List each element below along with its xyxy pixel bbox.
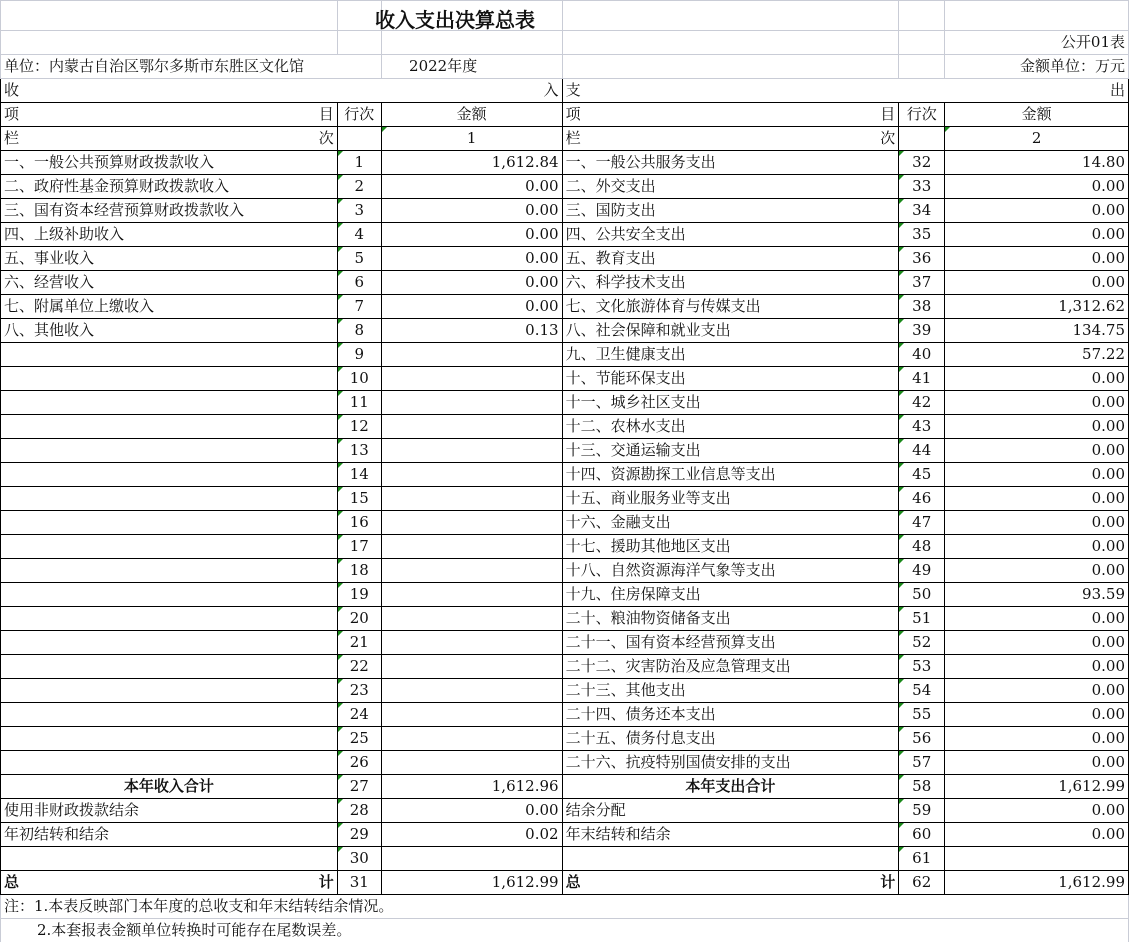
row-number: 56 <box>899 727 945 751</box>
expense-amount[interactable]: 0.00 <box>945 703 1129 727</box>
expense-amount[interactable]: 0.00 <box>945 607 1129 631</box>
table-row <box>1 535 1129 559</box>
table-row <box>1 559 1129 583</box>
row-number: 23 <box>337 679 381 703</box>
expense-amount[interactable]: 1,312.62 <box>945 295 1129 319</box>
expense-item: 年末结转和结余 <box>562 823 899 847</box>
income-amount[interactable] <box>381 415 562 439</box>
row-number: 36 <box>899 247 945 271</box>
row-number: 42 <box>899 391 945 415</box>
grand-total-expense-label: 总 计 <box>562 871 899 895</box>
income-item <box>1 487 338 511</box>
expense-item: 十四、资源勘探工业信息等支出 <box>562 463 899 487</box>
income-amount[interactable]: 0.02 <box>381 823 562 847</box>
year-label: 2022年度 <box>381 55 562 79</box>
income-item <box>1 343 338 367</box>
expense-item: 本年支出合计 <box>562 775 899 799</box>
income-amount[interactable] <box>381 559 562 583</box>
income-amount[interactable]: 1,612.96 <box>381 775 562 799</box>
row-number: 57 <box>899 751 945 775</box>
expense-amount[interactable]: 0.00 <box>945 655 1129 679</box>
table-row <box>1 175 1129 199</box>
row-number: 51 <box>899 607 945 631</box>
row-number: 30 <box>337 847 381 871</box>
expense-amount[interactable]: 0.00 <box>945 415 1129 439</box>
table-row <box>1 775 1129 799</box>
expense-amount[interactable]: 1,612.99 <box>945 775 1129 799</box>
table-row <box>1 415 1129 439</box>
income-item <box>1 847 338 871</box>
row-number: 44 <box>899 439 945 463</box>
expense-item: 十五、商业服务业等支出 <box>562 487 899 511</box>
table-row <box>1 151 1129 175</box>
income-item <box>1 439 338 463</box>
row-number: 40 <box>899 343 945 367</box>
income-amount[interactable]: 0.00 <box>381 199 562 223</box>
row-number: 58 <box>899 775 945 799</box>
expense-amount[interactable]: 0.00 <box>945 799 1129 823</box>
row-number: 48 <box>899 535 945 559</box>
expense-item: 五、教育支出 <box>562 247 899 271</box>
row-number: 7 <box>337 295 381 319</box>
income-item <box>1 607 338 631</box>
item-header: 项 目 <box>562 103 899 127</box>
income-amount[interactable] <box>381 439 562 463</box>
table-row <box>1 727 1129 751</box>
row-number: 50 <box>899 583 945 607</box>
expense-item: 十六、金融支出 <box>562 511 899 535</box>
income-item: 二、政府性基金预算财政拨款收入 <box>1 175 338 199</box>
table-row <box>1 607 1129 631</box>
expense-amount[interactable]: 0.00 <box>945 439 1129 463</box>
income-amount[interactable] <box>381 655 562 679</box>
expense-amount[interactable]: 0.00 <box>945 223 1129 247</box>
row-number: 10 <box>337 367 381 391</box>
row-number: 32 <box>899 151 945 175</box>
income-amount[interactable] <box>381 367 562 391</box>
income-item <box>1 583 338 607</box>
income-item <box>1 535 338 559</box>
expense-item: 二、外交支出 <box>562 175 899 199</box>
income-item <box>1 415 338 439</box>
page-title: 收入支出决算总表 <box>375 8 535 32</box>
expense-amount[interactable]: 57.22 <box>945 343 1129 367</box>
currency-unit: 金额单位：万元 <box>945 55 1129 79</box>
row-number: 26 <box>337 751 381 775</box>
expense-item: 二十六、抗疫特别国债安排的支出 <box>562 751 899 775</box>
form-number: 公开01表 <box>945 31 1129 55</box>
table-row <box>1 823 1129 847</box>
row-number: 3 <box>337 199 381 223</box>
income-amount[interactable] <box>381 583 562 607</box>
grand-total-income-label: 总 计 <box>1 871 338 895</box>
income-item <box>1 751 338 775</box>
expense-amount[interactable] <box>945 847 1129 871</box>
column-number: 2 <box>945 127 1129 151</box>
income-amount[interactable] <box>381 463 562 487</box>
table-row <box>1 751 1129 775</box>
income-amount[interactable] <box>381 391 562 415</box>
income-item: 使用非财政拨款结余 <box>1 799 338 823</box>
income-item: 五、事业收入 <box>1 247 338 271</box>
row-number: 15 <box>337 487 381 511</box>
table-row <box>1 367 1129 391</box>
income-item: 本年收入合计 <box>1 775 338 799</box>
row-number: 16 <box>337 511 381 535</box>
row-number: 53 <box>899 655 945 679</box>
expense-amount[interactable]: 0.00 <box>945 823 1129 847</box>
row-number: 35 <box>899 223 945 247</box>
expense-item: 十二、农林水支出 <box>562 415 899 439</box>
income-amount[interactable] <box>381 511 562 535</box>
expense-amount[interactable]: 0.00 <box>945 511 1129 535</box>
expense-item: 二十二、灾害防治及应急管理支出 <box>562 655 899 679</box>
row-number: 8 <box>337 319 381 343</box>
income-item: 四、上级补助收入 <box>1 223 338 247</box>
income-amount[interactable] <box>381 727 562 751</box>
amount-cell[interactable]: 1,612.99 <box>381 871 562 895</box>
row-number: 25 <box>337 727 381 751</box>
table-row <box>1 799 1129 823</box>
income-item <box>1 727 338 751</box>
income-item: 八、其他收入 <box>1 319 338 343</box>
column-header: 栏 次 <box>562 127 899 151</box>
table-row <box>1 295 1129 319</box>
table-row <box>1 343 1129 367</box>
row-number: 59 <box>899 799 945 823</box>
income-item <box>1 655 338 679</box>
column-number: 1 <box>381 127 562 151</box>
expense-item: 七、文化旅游体育与传媒支出 <box>562 295 899 319</box>
expense-item: 三、国防支出 <box>562 199 899 223</box>
table-row <box>1 391 1129 415</box>
table-row <box>1 679 1129 703</box>
expense-amount[interactable]: 0.00 <box>945 271 1129 295</box>
expense-amount[interactable]: 0.00 <box>945 679 1129 703</box>
table-row <box>1 847 1129 871</box>
row-number: 39 <box>899 319 945 343</box>
row-number: 28 <box>337 799 381 823</box>
income-amount[interactable] <box>381 703 562 727</box>
expense-item: 二十、粮油物资储备支出 <box>562 607 899 631</box>
row-number: 43 <box>899 415 945 439</box>
row-number: 21 <box>337 631 381 655</box>
row-number: 45 <box>899 463 945 487</box>
expense-amount[interactable]: 0.00 <box>945 631 1129 655</box>
income-amount[interactable]: 0.00 <box>381 175 562 199</box>
expense-amount[interactable]: 0.00 <box>945 487 1129 511</box>
row-number: 49 <box>899 559 945 583</box>
table-row <box>1 511 1129 535</box>
income-item <box>1 391 338 415</box>
income-amount[interactable]: 0.00 <box>381 799 562 823</box>
expense-item: 四、公共安全支出 <box>562 223 899 247</box>
expense-amount[interactable]: 14.80 <box>945 151 1129 175</box>
table-row <box>1 247 1129 271</box>
row-number: 4 <box>337 223 381 247</box>
row-number: 14 <box>337 463 381 487</box>
column-header: 栏 次 <box>1 127 338 151</box>
expense-amount[interactable]: 0.00 <box>945 559 1129 583</box>
income-item: 一、一般公共预算财政拨款收入 <box>1 151 338 175</box>
expense-amount[interactable]: 0.00 <box>945 175 1129 199</box>
expense-item: 结余分配 <box>562 799 899 823</box>
row-no-header: 行次 <box>899 103 945 127</box>
income-amount[interactable] <box>381 679 562 703</box>
expense-item: 十七、援助其他地区支出 <box>562 535 899 559</box>
expense-item: 十、节能环保支出 <box>562 367 899 391</box>
table-row <box>1 271 1129 295</box>
expense-item: 十一、城乡社区支出 <box>562 391 899 415</box>
expense-header: 支 出 <box>562 79 1128 103</box>
table-row <box>1 439 1129 463</box>
row-number: 27 <box>337 775 381 799</box>
table-row <box>1 487 1129 511</box>
expense-item: 二十五、债务付息支出 <box>562 727 899 751</box>
item-header: 项 目 <box>1 103 338 127</box>
expense-amount[interactable]: 134.75 <box>945 319 1129 343</box>
row-number: 5 <box>337 247 381 271</box>
row-number: 11 <box>337 391 381 415</box>
table-row <box>1 463 1129 487</box>
income-amount[interactable]: 0.00 <box>381 247 562 271</box>
expense-amount[interactable]: 0.00 <box>945 727 1129 751</box>
row-number: 22 <box>337 655 381 679</box>
row-number: 12 <box>337 415 381 439</box>
income-item <box>1 511 338 535</box>
income-item <box>1 367 338 391</box>
row-number: 61 <box>899 847 945 871</box>
row-number: 46 <box>899 487 945 511</box>
table-row <box>1 319 1129 343</box>
expense-amount[interactable]: 0.00 <box>945 199 1129 223</box>
row-number: 31 <box>337 871 381 895</box>
income-amount[interactable] <box>381 607 562 631</box>
income-amount[interactable] <box>381 751 562 775</box>
row-number: 34 <box>899 199 945 223</box>
table-row <box>1 199 1129 223</box>
expense-amount[interactable]: 0.00 <box>945 391 1129 415</box>
row-number: 47 <box>899 511 945 535</box>
income-item: 三、国有资本经营预算财政拨款收入 <box>1 199 338 223</box>
income-amount[interactable]: 0.00 <box>381 295 562 319</box>
row-number: 18 <box>337 559 381 583</box>
note-2: 2.本套报表金额单位转换时可能存在尾数误差。 <box>1 919 1129 942</box>
income-amount[interactable] <box>381 847 562 871</box>
income-item <box>1 559 338 583</box>
expense-amount[interactable]: 0.00 <box>945 535 1129 559</box>
income-amount[interactable] <box>381 631 562 655</box>
row-number: 52 <box>899 631 945 655</box>
row-number: 13 <box>337 439 381 463</box>
row-number: 1 <box>337 151 381 175</box>
income-item <box>1 703 338 727</box>
expense-item: 六、科学技术支出 <box>562 271 899 295</box>
table-row <box>1 703 1129 727</box>
table-row <box>1 223 1129 247</box>
row-number: 9 <box>337 343 381 367</box>
income-amount[interactable]: 0.00 <box>381 271 562 295</box>
amount-header: 金额 <box>945 103 1129 127</box>
row-number: 62 <box>899 871 945 895</box>
income-amount[interactable] <box>381 343 562 367</box>
expense-item: 一、一般公共服务支出 <box>562 151 899 175</box>
expense-item: 二十三、其他支出 <box>562 679 899 703</box>
income-item <box>1 631 338 655</box>
row-number: 55 <box>899 703 945 727</box>
income-item: 七、附属单位上缴收入 <box>1 295 338 319</box>
income-item: 年初结转和结余 <box>1 823 338 847</box>
expense-amount[interactable]: 0.00 <box>945 367 1129 391</box>
expense-amount[interactable]: 93.59 <box>945 583 1129 607</box>
expense-item: 十三、交通运输支出 <box>562 439 899 463</box>
income-amount[interactable] <box>381 487 562 511</box>
income-amount[interactable]: 1,612.84 <box>381 151 562 175</box>
income-amount[interactable] <box>381 535 562 559</box>
income-item <box>1 463 338 487</box>
amount-cell[interactable]: 1,612.99 <box>945 871 1129 895</box>
row-number: 54 <box>899 679 945 703</box>
unit-label: 单位：内蒙古自治区鄂尔多斯市东胜区文化馆 <box>1 55 382 79</box>
row-number: 60 <box>899 823 945 847</box>
row-number: 20 <box>337 607 381 631</box>
expense-amount[interactable]: 0.00 <box>945 751 1129 775</box>
expense-item: 二十四、债务还本支出 <box>562 703 899 727</box>
row-number: 19 <box>337 583 381 607</box>
income-amount[interactable]: 0.13 <box>381 319 562 343</box>
table-row <box>1 631 1129 655</box>
expense-item: 十九、住房保障支出 <box>562 583 899 607</box>
expense-item: 二十一、国有资本经营预算支出 <box>562 631 899 655</box>
row-number: 41 <box>899 367 945 391</box>
amount-header: 金额 <box>381 103 562 127</box>
table-row <box>1 583 1129 607</box>
row-number: 17 <box>337 535 381 559</box>
income-amount[interactable]: 0.00 <box>381 223 562 247</box>
row-number: 33 <box>899 175 945 199</box>
expense-amount[interactable]: 0.00 <box>945 463 1129 487</box>
table-row <box>1 655 1129 679</box>
income-header: 收 入 <box>1 79 563 103</box>
row-no-header: 行次 <box>337 103 381 127</box>
income-item <box>1 679 338 703</box>
row-number: 6 <box>337 271 381 295</box>
expense-amount[interactable]: 0.00 <box>945 247 1129 271</box>
expense-item: 九、卫生健康支出 <box>562 343 899 367</box>
expense-item <box>562 847 899 871</box>
row-number: 24 <box>337 703 381 727</box>
row-number: 2 <box>337 175 381 199</box>
row-number: 37 <box>899 271 945 295</box>
expense-item: 八、社会保障和就业支出 <box>562 319 899 343</box>
expense-item: 十八、自然资源海洋气象等支出 <box>562 559 899 583</box>
row-number: 29 <box>337 823 381 847</box>
note-1: 注：1.本表反映部门本年度的总收支和年末结转结余情况。 <box>1 895 1129 919</box>
row-number: 38 <box>899 295 945 319</box>
income-item: 六、经营收入 <box>1 271 338 295</box>
